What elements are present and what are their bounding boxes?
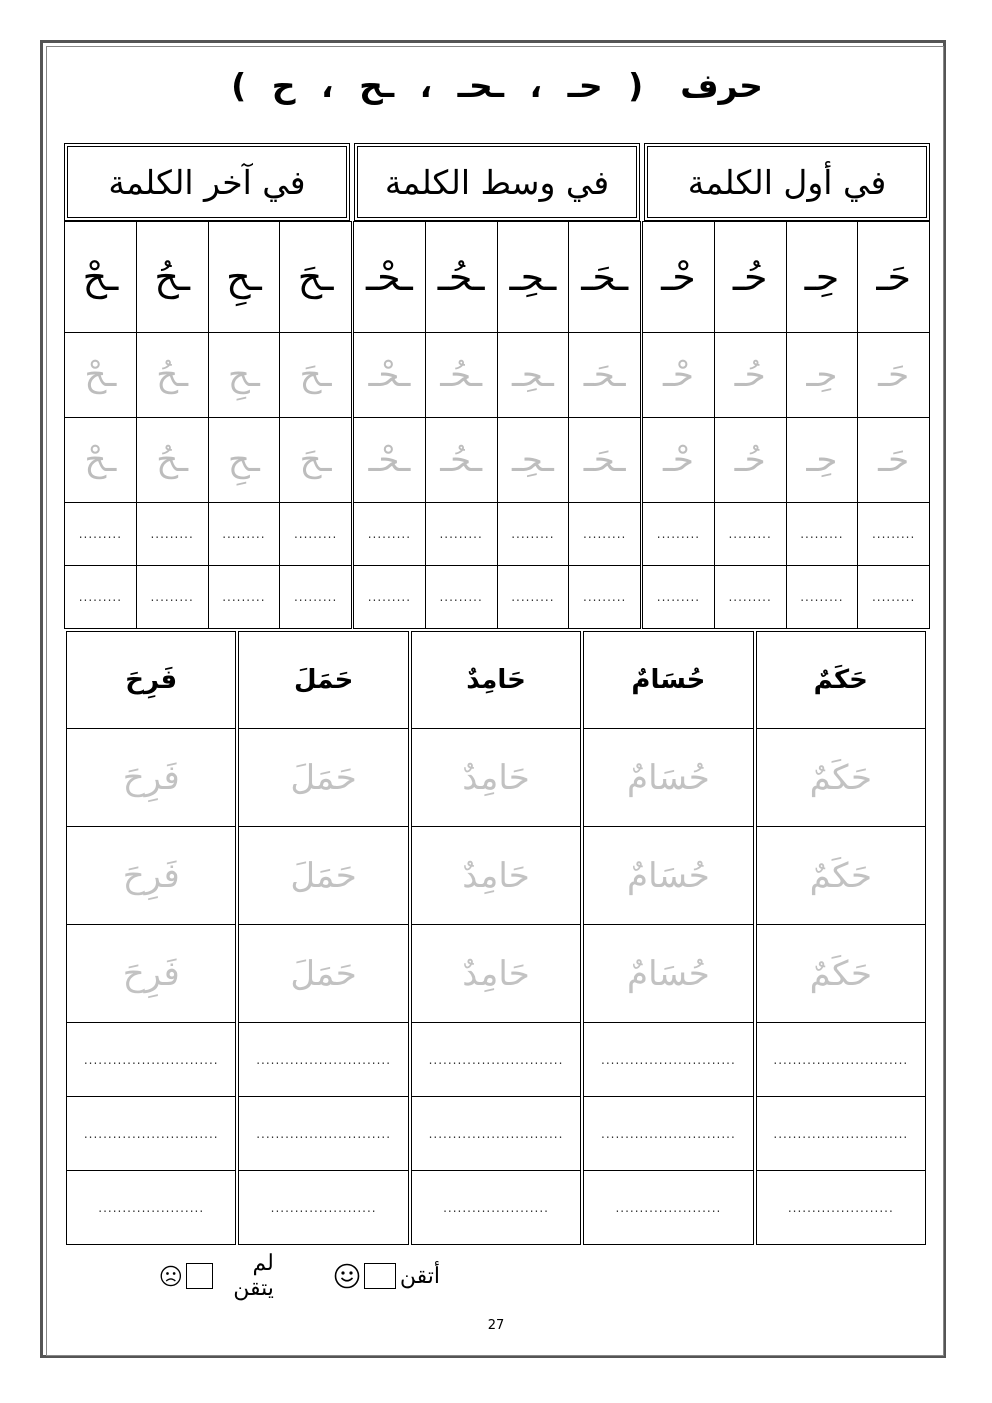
write-cell[interactable]: ......... bbox=[353, 503, 426, 566]
word-trace-row bbox=[67, 729, 926, 827]
letter-cell: حُـ bbox=[714, 222, 786, 333]
trace-cell[interactable]: ـحِ bbox=[208, 333, 280, 418]
write-cell[interactable]: ......... bbox=[714, 566, 786, 629]
title-form: ، bbox=[419, 66, 433, 105]
trace-cell[interactable]: ـحْـ bbox=[353, 418, 426, 503]
page-title bbox=[60, 58, 934, 114]
letter-cell: ـحْ bbox=[65, 222, 137, 333]
write-cell[interactable]: ......... bbox=[497, 503, 569, 566]
write-cell[interactable]: ......... bbox=[425, 566, 497, 629]
position-initial-header: في أول الكلمة bbox=[644, 143, 930, 221]
write-cell[interactable]: ......... bbox=[280, 503, 353, 566]
word-cell: حَمَلَ bbox=[237, 632, 409, 729]
write-cell[interactable]: ......... bbox=[208, 503, 280, 566]
trace-cell[interactable]: ـحَـ bbox=[569, 418, 642, 503]
trace-cell[interactable]: ـحَ bbox=[280, 333, 353, 418]
assessment-mastered bbox=[334, 1263, 440, 1289]
word-cell: حَامِدٌ bbox=[410, 632, 582, 729]
self-assessment bbox=[100, 1251, 440, 1301]
word-write-cell[interactable]: ............................ bbox=[755, 1023, 926, 1097]
trace-cell[interactable]: ـحُ bbox=[136, 418, 208, 503]
word-write-cell[interactable]: ............................ bbox=[755, 1097, 926, 1171]
title-prefix: حرف bbox=[680, 66, 763, 105]
word-write-cell[interactable]: ............................ bbox=[410, 1097, 582, 1171]
title-form: ـحـ bbox=[457, 66, 505, 105]
trace-cell[interactable]: ـحِـ bbox=[497, 418, 569, 503]
word-trace-cell[interactable]: حَمَلَ bbox=[237, 925, 409, 1023]
word-write-cell[interactable]: ...................... bbox=[237, 1171, 409, 1245]
write-cell[interactable]: ......... bbox=[353, 566, 426, 629]
write-cell[interactable]: ......... bbox=[786, 503, 858, 566]
letter-cell: ـحَـ bbox=[569, 222, 642, 333]
trace-cell[interactable]: حْـ bbox=[642, 333, 715, 418]
title-form: ، bbox=[321, 66, 334, 105]
letter-trace-row bbox=[65, 333, 930, 418]
letter-cell: ـحِ bbox=[208, 222, 280, 333]
write-cell[interactable]: ......... bbox=[280, 566, 353, 629]
trace-cell[interactable]: حُـ bbox=[714, 418, 786, 503]
page-number: 27 bbox=[487, 1318, 505, 1333]
word-trace-cell[interactable]: حَامِدٌ bbox=[410, 925, 582, 1023]
trace-cell[interactable]: ـحُـ bbox=[425, 333, 497, 418]
letter-cell: ـحُـ bbox=[425, 222, 497, 333]
word-trace-cell[interactable]: حُسَامٌ bbox=[582, 925, 754, 1023]
trace-cell[interactable]: ـحِ bbox=[208, 418, 280, 503]
word-trace-cell[interactable]: حَكَمٌ bbox=[755, 729, 926, 827]
position-medial-header: في وسط الكلمة bbox=[354, 143, 640, 221]
mastered-checkbox[interactable] bbox=[364, 1263, 396, 1289]
write-cell[interactable]: ......... bbox=[136, 566, 208, 629]
word-trace-cell[interactable]: فَرِحَ bbox=[67, 827, 238, 925]
word-write-cell[interactable]: ............................ bbox=[237, 1097, 409, 1171]
trace-cell[interactable]: حَـ bbox=[858, 333, 930, 418]
word-write-cell[interactable]: ............................ bbox=[67, 1023, 238, 1097]
letter-model-row bbox=[65, 222, 930, 333]
letter-cell: ـحِـ bbox=[497, 222, 569, 333]
trace-cell[interactable]: ـحُ bbox=[136, 333, 208, 418]
word-write-row bbox=[67, 1023, 926, 1097]
word-write-cell[interactable]: ............................ bbox=[582, 1097, 754, 1171]
word-practice-table bbox=[66, 631, 926, 1245]
write-cell[interactable]: ......... bbox=[569, 566, 642, 629]
word-trace-cell[interactable]: حَمَلَ bbox=[237, 729, 409, 827]
word-write-cell[interactable]: ............................ bbox=[237, 1023, 409, 1097]
word-write-cell[interactable]: ...................... bbox=[410, 1171, 582, 1245]
word-cell: فَرِحَ bbox=[67, 632, 238, 729]
title-form: ح bbox=[271, 66, 296, 105]
word-write-cell[interactable]: ...................... bbox=[582, 1171, 754, 1245]
mastered-label: أتقن bbox=[399, 1263, 440, 1289]
trace-cell[interactable]: حِـ bbox=[786, 418, 858, 503]
title-form: حـ bbox=[567, 66, 603, 105]
word-trace-cell[interactable]: حَكَمٌ bbox=[755, 827, 926, 925]
word-model-row bbox=[67, 632, 926, 729]
word-trace-cell[interactable]: حَمَلَ bbox=[237, 827, 409, 925]
write-cell[interactable]: ......... bbox=[642, 566, 715, 629]
write-cell[interactable]: ......... bbox=[714, 503, 786, 566]
word-trace-cell[interactable]: حَامِدٌ bbox=[410, 827, 582, 925]
word-trace-cell[interactable]: حُسَامٌ bbox=[582, 729, 754, 827]
word-write-row bbox=[67, 1171, 926, 1245]
write-cell[interactable]: ......... bbox=[858, 503, 930, 566]
trace-cell[interactable]: حُـ bbox=[714, 333, 786, 418]
trace-cell[interactable]: ـحَ bbox=[280, 418, 353, 503]
word-trace-cell[interactable]: فَرِحَ bbox=[67, 925, 238, 1023]
letter-cell: ـحَ bbox=[280, 222, 353, 333]
assessment-not-mastered bbox=[160, 1251, 274, 1301]
trace-cell[interactable]: ـحُـ bbox=[425, 418, 497, 503]
letter-trace-row bbox=[65, 418, 930, 503]
not-mastered-label: لم يتقن bbox=[233, 1251, 274, 1301]
title-form: ) bbox=[231, 66, 247, 105]
write-cell[interactable]: ......... bbox=[208, 566, 280, 629]
letter-cell: حَـ bbox=[858, 222, 930, 333]
trace-cell[interactable]: حَـ bbox=[858, 418, 930, 503]
letter-write-row bbox=[65, 503, 930, 566]
trace-cell[interactable]: حْـ bbox=[642, 418, 715, 503]
word-write-cell[interactable]: ............................ bbox=[410, 1023, 582, 1097]
position-final-header: في آخر الكلمة bbox=[64, 143, 350, 221]
word-write-row bbox=[67, 1097, 926, 1171]
letter-write-row bbox=[65, 566, 930, 629]
title-form: ـح bbox=[359, 66, 395, 105]
letter-cell: ـحُ bbox=[136, 222, 208, 333]
word-cell: حُسَامٌ bbox=[582, 632, 754, 729]
write-cell[interactable]: ......... bbox=[425, 503, 497, 566]
trace-cell[interactable]: ـحْ bbox=[65, 418, 137, 503]
word-write-cell[interactable]: ...................... bbox=[755, 1171, 926, 1245]
write-cell[interactable]: ......... bbox=[569, 503, 642, 566]
smiley-face-icon bbox=[334, 1263, 360, 1289]
write-cell[interactable]: ......... bbox=[858, 566, 930, 629]
sad-face-icon bbox=[160, 1263, 182, 1289]
not-mastered-checkbox[interactable] bbox=[186, 1263, 213, 1289]
word-trace-cell[interactable]: فَرِحَ bbox=[67, 729, 238, 827]
trace-cell[interactable]: ـحْـ bbox=[353, 333, 426, 418]
letter-practice-table bbox=[64, 221, 930, 629]
word-trace-cell[interactable]: حُسَامٌ bbox=[582, 827, 754, 925]
position-headers bbox=[64, 143, 930, 221]
write-cell[interactable]: ......... bbox=[497, 566, 569, 629]
write-cell[interactable]: ......... bbox=[65, 503, 137, 566]
word-write-cell[interactable]: ............................ bbox=[582, 1023, 754, 1097]
trace-cell[interactable]: ـحَـ bbox=[569, 333, 642, 418]
word-write-cell[interactable]: ............................ bbox=[67, 1097, 238, 1171]
word-trace-row bbox=[67, 827, 926, 925]
letter-cell: حْـ bbox=[642, 222, 715, 333]
trace-cell[interactable]: ـحِـ bbox=[497, 333, 569, 418]
trace-cell[interactable]: حِـ bbox=[786, 333, 858, 418]
write-cell[interactable]: ......... bbox=[642, 503, 715, 566]
write-cell[interactable]: ......... bbox=[786, 566, 858, 629]
write-cell[interactable]: ......... bbox=[65, 566, 137, 629]
letter-cell: حِـ bbox=[786, 222, 858, 333]
word-trace-cell[interactable]: حَامِدٌ bbox=[410, 729, 582, 827]
write-cell[interactable]: ......... bbox=[136, 503, 208, 566]
word-cell: حَكَمٌ bbox=[755, 632, 926, 729]
word-write-cell[interactable]: ...................... bbox=[67, 1171, 238, 1245]
title-form: ( bbox=[628, 66, 644, 105]
trace-cell[interactable]: ـحْ bbox=[65, 333, 137, 418]
word-trace-cell[interactable]: حَكَمٌ bbox=[755, 925, 926, 1023]
title-form: ، bbox=[529, 66, 543, 105]
word-trace-row bbox=[67, 925, 926, 1023]
letter-cell: ـحْـ bbox=[353, 222, 426, 333]
